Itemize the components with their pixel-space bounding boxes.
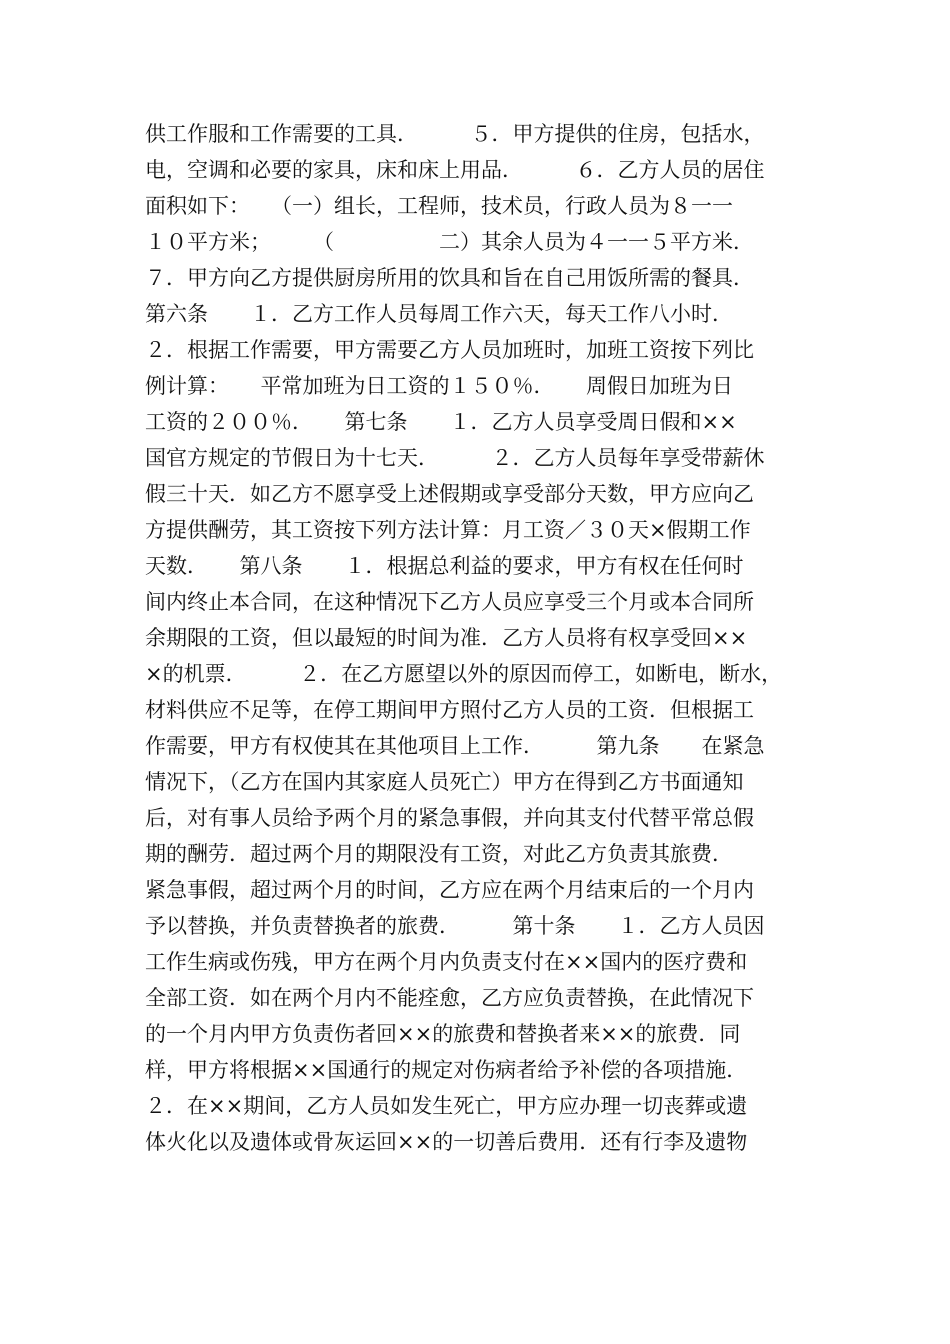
text-line: １０平方米； （ 二）其余人员为４一一５平方米． — [145, 230, 754, 254]
text-line: 间内终止本合同，在这种情况下乙方人员应享受三个月或本合同所 — [145, 590, 754, 614]
text-line: ２．在××期间，乙方人员如发生死亡，甲方应办理一切丧葬或遗 — [145, 1094, 748, 1118]
text-line: 工资的２００％． 第七条 １．乙方人员享受周日假和×× — [145, 410, 737, 434]
text-line: 国官方规定的节假日为十七天． ２．乙方人员每年享受带薪休 — [145, 446, 765, 470]
text-line: 面积如下： （一）组长，工程师，技术员，行政人员为８一一 — [145, 194, 733, 218]
text-line: ２．根据工作需要，甲方需要乙方人员加班时，加班工资按下列比 — [145, 338, 754, 362]
text-line: 第六条 １．乙方工作人员每周工作六天，每天工作八小时． — [145, 302, 733, 326]
text-line: 材料供应不足等，在停工期间甲方照付乙方人员的工资．但根据工 — [145, 698, 754, 722]
text-line: 予以替换，并负责替换者的旅费． 第十条 １．乙方人员因 — [145, 914, 765, 938]
text-line: 样，甲方将根据××国通行的规定对伤病者给予补偿的各项措施． — [145, 1058, 748, 1082]
text-line: 情况下，（乙方在国内其家庭人员死亡）甲方在得到乙方书面通知 — [145, 770, 744, 794]
text-line: 全部工资．如在两个月内不能痊愈，乙方应负责替换，在此情况下 — [145, 986, 754, 1010]
text-line: 后，对有事人员给予两个月的紧急事假，并向其支付代替平常总假 — [145, 806, 754, 830]
text-line: 体火化以及遗体或骨灰运回××的一切善后费用．还有行李及遗物 — [145, 1130, 748, 1154]
text-line: 期的酬劳．超过两个月的期限没有工资，对此乙方负责其旅费． — [145, 842, 733, 866]
text-line: 供工作服和工作需要的工具． ５．甲方提供的住房，包括水， — [145, 122, 765, 146]
text-line: 紧急事假，超过两个月的时间，乙方应在两个月结束后的一个月内 — [145, 878, 754, 902]
text-line: 方提供酬劳，其工资按下列方法计算：月工资／３０天×假期工作 — [145, 518, 751, 542]
text-line: 假三十天．如乙方不愿享受上述假期或享受部分天数，甲方应向乙 — [145, 482, 754, 506]
text-line: 作需要，甲方有权使其在其他项目上工作． 第九条 在紧急 — [145, 734, 765, 758]
contract-text-block — [145, 116, 805, 1160]
text-line: ×的机票． ２．在乙方愿望以外的原因而停工，如断电，断水， — [145, 662, 783, 686]
text-line: 工作生病或伤残，甲方在两个月内负责支付在××国内的医疗费和 — [145, 950, 748, 974]
text-line: 天数． 第八条 １．根据总利益的要求，甲方有权在任何时 — [145, 554, 744, 578]
text-line: ７．甲方向乙方提供厨房所用的饮具和旨在自己用饭所需的餐具． — [145, 266, 754, 290]
text-line: 电，空调和必要的家具，床和床上用品． ６．乙方人员的居住 — [145, 158, 765, 182]
text-line: 的一个月内甲方负责伤者回××的旅费和替换者来××的旅费．同 — [145, 1022, 741, 1046]
text-line: 余期限的工资，但以最短的时间为准．乙方人员将有权享受回×× — [145, 626, 748, 650]
text-line: 例计算： 平常加班为日工资的１５０％． 周假日加班为日 — [145, 374, 733, 398]
